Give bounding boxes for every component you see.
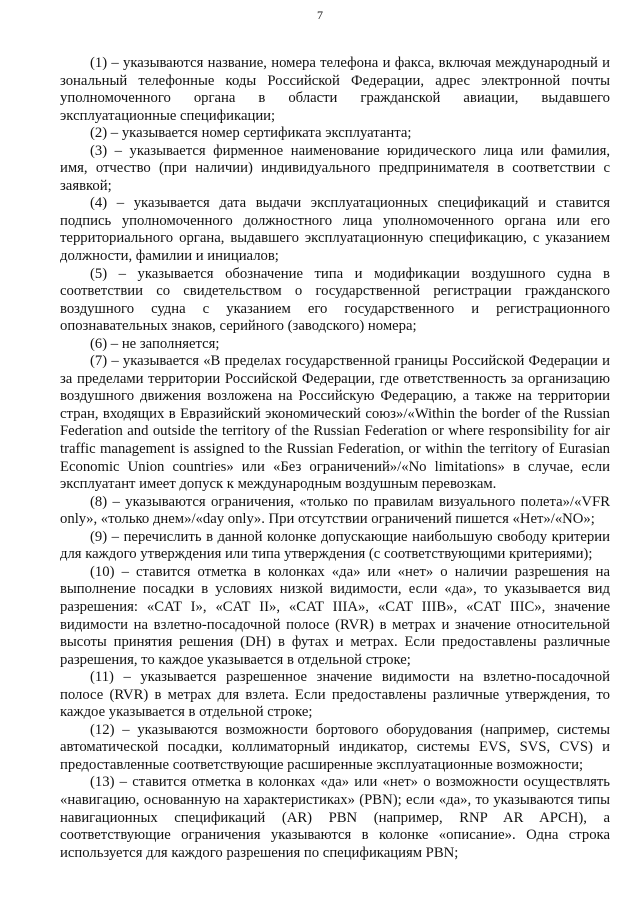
footnote-5: (5) – указывается обозначение типа и модификации воздушного судна в соответствии со свидетельством о государственной регистрации гражданского воздушного судна с указанием его государственного и регистрационного опознавательных знаков, серийного (заводского) номера; — [60, 265, 610, 335]
footnote-9: (9) – перечислить в данной колонке допускающие наибольшую свободу критерии для каждого утверждения или типа утверждения (с соответствующими критериями); — [60, 528, 610, 563]
footnote-1: (1) – указываются название, номера телефона и факса, включая международный и зональный телефонные коды Российской Федерации, адрес электронной почты уполномоченного органа в области гражданской авиации, выдавшего эксплуатационные спецификации; — [60, 55, 610, 124]
footnote-10: (10) – ставится отметка в колонках «да» или «нет» о наличии разрешения на выполнение посадки в условиях низкой видимости, если «да», то указывается вид разрешения: «CAT I», «CAT II», «CAT IIIA», «CAT IIIB», «CAT IIIC», значение видимости на взлетно-посадочной полосе (RVR) в метрах и значение относительной высоты принятия решения (DH) в футах и метрах. Если предоставлены различные разрешения, то каждое указывается в отдельной строке; — [60, 563, 610, 668]
document-body — [60, 55, 610, 862]
footnote-6: (6) – не заполняется; — [90, 335, 220, 352]
footnote-11: (11) – указывается разрешенное значение видимости на взлетно-посадочной полосе (RVR) в метрах для взлета. Если предоставлены различные утверждения, то каждое указывается в отдельной строке; — [60, 669, 610, 721]
footnote-8: (8) – указываются ограничения, «только по правилам визуального полета»/«VFR only», «только днем»/«day only». При отсутствии ограничений пишется «Нет»/«NO»; — [60, 493, 610, 528]
footnote-13: (13) – ставится отметка в колонках «да» или «нет» о возможности осуществлять «навигацию, основанную на характеристиках» (PBN); если «да», то указываются типы навигационных спецификаций (AR) PBN (например, RNP AR APCH), а соответствующие ограничения указываются в колонке «описание». Одна строка используется для каждого разрешения по спецификациям PBN; — [60, 774, 610, 861]
footnote-2: (2) – указывается номер сертификата эксплуатанта; — [90, 125, 412, 142]
footnote-4: (4) – указывается дата выдачи эксплуатационных спецификаций и ставится подпись уполномоченного должностного лица уполномоченного органа или его территориального органа, выдавшего эксплуатационную спецификацию, с указанием должности, фамилии и инициалов; — [60, 195, 610, 265]
footnote-12: (12) – указываются возможности бортового оборудования (например, системы автоматической посадки, коллиматорный индикатор, системы EVS, SVS, CVS) и предоставленные соответствующие расширенные эксплуатационные возможности; — [60, 721, 610, 773]
footnote-3: (3) – указывается фирменное наименование юридического лица или фамилия, имя, отчество (при наличии) индивидуального предпринимателя в соответствии с заявкой; — [60, 142, 610, 194]
footnote-7: (7) – указывается «В пределах государственной границы Российской Федерации и за пределами территории Российской Федерации, где ответственность за организацию воздушного движения возложена на Российскую Федерацию, а также на территории стран, входящих в Евразийский экономический союз»/«Within the border of the Russian Federation and outside the territory of the Russian Federation or where responsibility for air traffic management is assigned to the Russian Federation, or within the territory of Eurasian Economic Union countries» или «Без ограничений»/«No limitations» в случае, если эксплуатант имеет допуск к международным воздушным перевозкам. — [60, 353, 610, 493]
page-number: 7 — [317, 8, 323, 22]
